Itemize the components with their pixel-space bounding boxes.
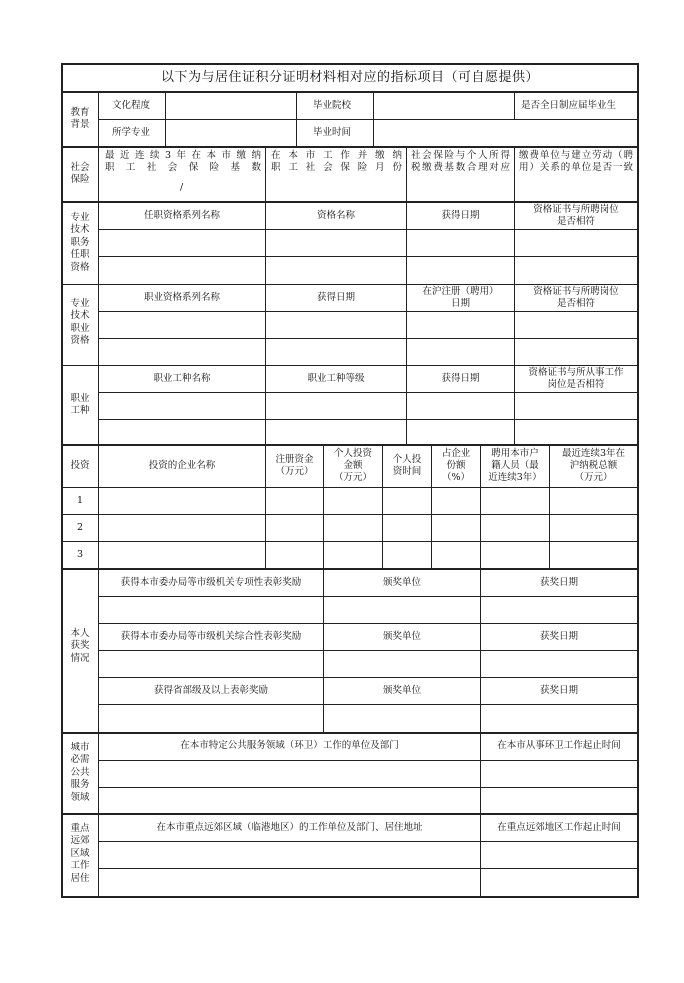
social-c1c: /: [180, 182, 184, 193]
row-line: [61, 487, 639, 488]
social-section-label: 社会保险: [70, 162, 90, 186]
social-c1b: 职工社会保险基数: [105, 162, 261, 173]
row-line: [98, 677, 638, 678]
awards-r2: 获得本市委办局等市级机关综合性表彰奖励: [120, 631, 302, 642]
pro-qual-section-label: 专业技术职业资格: [70, 298, 90, 347]
occupation-h4a: 资格证书与所从事工作: [528, 367, 624, 378]
section-line: [61, 201, 639, 203]
invest-h3a: 个人投资: [333, 448, 372, 459]
border-top: [61, 63, 639, 65]
fulltime-label: 是否全日制应届毕业生: [521, 100, 617, 111]
suburb-section-label: 重点远郊区域工作居住: [70, 823, 90, 884]
row-line: [98, 868, 638, 869]
suburb-h1: 在本市重点远郊区域（临港地区）的工作单位及部门、居住地址: [156, 822, 423, 833]
row-line: [61, 284, 639, 285]
invest-h1: 投资的企业名称: [148, 460, 216, 471]
border-bottom: [61, 896, 639, 898]
invest-h7b: 沪纳税总额: [569, 460, 618, 471]
pro-qual-h4a: 资格证书与所聘岗位: [533, 286, 619, 297]
row-line: [98, 311, 638, 312]
col-line: [514, 147, 515, 201]
occupation-h3: 获得日期: [441, 373, 480, 384]
row-line: [98, 229, 638, 230]
invest-h5c: （%）: [441, 472, 471, 483]
invest-h2b: （万元）: [275, 466, 314, 477]
pro-qual-h3a: 在沪注册（聘用）: [422, 286, 499, 297]
grad-time-label: 毕业时间: [313, 127, 352, 138]
section-line: [61, 813, 639, 815]
row-line: [98, 623, 638, 624]
occupation-section-label: 职业工种: [70, 393, 90, 417]
awards-unit: 颁奖单位: [382, 685, 421, 696]
col-line: [406, 147, 407, 201]
row-line: [98, 419, 638, 420]
awards-date: 获奖日期: [539, 577, 578, 588]
row-line: [98, 392, 638, 393]
awards-r3: 获得省部级及以上表彰奖励: [153, 685, 268, 696]
col-line: [480, 569, 481, 732]
occupation-h1: 职业工种名称: [153, 373, 211, 384]
social-c3b: 税缴费基数合理对应: [411, 162, 510, 173]
pro-tech-h3: 获得日期: [441, 210, 480, 221]
awards-date: 获奖日期: [539, 685, 578, 696]
invest-row-number: 2: [76, 522, 84, 533]
row-line: [61, 514, 639, 515]
col-line: [406, 202, 407, 445]
invest-h5a: 占企业: [441, 448, 471, 459]
col-line: [265, 202, 266, 445]
invest-h4b: 资时间: [392, 466, 422, 477]
invest-h5b: 份额: [446, 460, 466, 471]
row-line: [98, 787, 638, 788]
row-line: [98, 338, 638, 339]
col-line: [165, 92, 166, 146]
section-line: [61, 444, 639, 446]
section-line: [61, 568, 639, 570]
col-line: [514, 92, 515, 119]
col-line: [323, 569, 324, 732]
section-line: [61, 91, 639, 93]
social-c4a: 缴费单位与建立劳动（聘: [519, 150, 633, 161]
row-line: [98, 650, 638, 651]
col-line: [514, 202, 515, 445]
pro-qual-h3b: 日期: [450, 298, 470, 309]
suburb-h2: 在重点远郊地区工作起止时间: [497, 822, 621, 833]
pro-qual-h4b: 是否相符: [556, 298, 595, 309]
invest-h2a: 注册资金: [275, 454, 314, 465]
invest-h4a: 个人投: [392, 454, 422, 465]
col-line: [265, 147, 266, 201]
social-c4b: 用）关系的单位是否一致: [519, 162, 633, 173]
section-line: [61, 732, 639, 734]
col-line: [296, 92, 297, 146]
row-line: [98, 256, 638, 257]
row-line: [98, 596, 638, 597]
row-line: [98, 704, 638, 705]
pro-tech-section-label: 专业技术职务任职资格: [70, 212, 90, 273]
row-line: [61, 365, 639, 366]
invest-section-label: 投资: [70, 460, 90, 471]
pro-tech-h4a: 资格证书与所聘岗位: [533, 204, 619, 215]
school-label: 毕业院校: [313, 100, 352, 111]
awards-section-label: 本人获奖情况: [70, 628, 90, 664]
invest-h6c: 近连续3年）: [488, 472, 542, 483]
pro-qual-h2: 获得日期: [316, 292, 355, 303]
awards-unit: 颁奖单位: [382, 577, 421, 588]
social-c1a: 最近连续3年在本市缴纳: [105, 150, 261, 161]
section-line: [61, 146, 639, 148]
awards-date: 获奖日期: [539, 631, 578, 642]
invest-h7c: （万元）: [574, 472, 613, 483]
social-c2a: 在本市工作并缴纳: [271, 150, 402, 161]
pro-tech-h1: 任职资格系列名称: [143, 210, 220, 221]
invest-h3c: （万元）: [333, 472, 372, 483]
major-label: 所学专业: [112, 127, 151, 138]
public-service-section-label: 城市必需公共服务领域: [70, 742, 90, 803]
row-line: [61, 541, 639, 542]
invest-h3b: 金额: [343, 460, 363, 471]
occupation-h2: 职业工种等级: [307, 373, 365, 384]
col-line: [373, 92, 374, 146]
pro-tech-h4b: 是否相符: [556, 216, 595, 227]
invest-h6a: 聘用本市户: [491, 448, 539, 459]
form-title: 以下为与居住证积分证明材料相对应的指标项目（可自愿提供）: [160, 70, 539, 85]
invest-h7a: 最近连续3年在: [561, 448, 626, 459]
border-left: [61, 63, 63, 898]
public-service-h1: 在本市特定公共服务领域（环卫）工作的单位及部门: [180, 740, 399, 751]
border-right: [637, 63, 639, 898]
awards-unit: 颁奖单位: [382, 631, 421, 642]
invest-row-number: 1: [76, 495, 84, 506]
pro-tech-h2: 资格名称: [316, 210, 355, 221]
occupation-h4b: 岗位是否相符: [547, 379, 605, 390]
social-c3a: 社会保险与个人所得: [411, 150, 510, 161]
awards-r1: 获得本市委办局等市级机关专项性表彰奖励: [120, 577, 302, 588]
education-section-label: 教育背景: [70, 107, 90, 131]
public-service-h2: 在本市从事环卫工作起止时间: [497, 740, 621, 751]
row-line: [98, 841, 638, 842]
row-line: [98, 760, 638, 761]
education-level-label: 文化程度: [112, 100, 151, 111]
pro-qual-h1: 职业资格系列名称: [143, 292, 220, 303]
invest-h6b: 籍人员（最: [491, 460, 539, 471]
row-line: [98, 119, 638, 120]
invest-row-number: 3: [76, 549, 84, 560]
social-c2b: 职工社会保险月份: [271, 162, 402, 173]
